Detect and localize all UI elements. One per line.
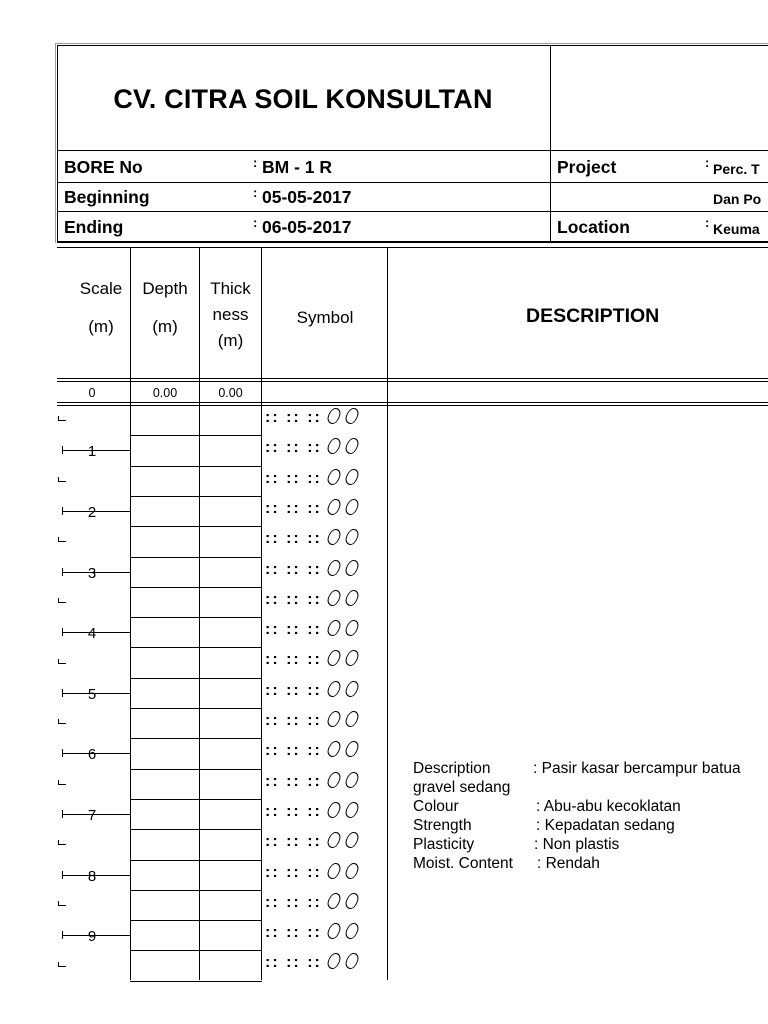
depth-row-line	[130, 587, 262, 588]
scale-label: 7	[87, 807, 97, 824]
sand-dots-icon: :: :: ::	[265, 682, 322, 699]
soil-symbol-row	[265, 953, 389, 983]
info-bottom-line	[57, 241, 768, 243]
header-scale	[70, 276, 132, 340]
scale-tick-minor	[58, 481, 66, 482]
depth-row-line	[130, 647, 262, 648]
gravel-pebble-icon	[344, 620, 360, 636]
header-scale-label: Scale	[79, 279, 123, 298]
scale-tick-mark	[58, 537, 59, 541]
location-label: Location	[557, 217, 630, 237]
sand-dots-icon: :: :: ::	[265, 894, 322, 911]
header-scale-unit: (m)	[88, 317, 114, 336]
depth-row-line	[130, 557, 262, 558]
soil-symbol-row	[265, 893, 389, 923]
colour-line	[413, 798, 681, 816]
soil-symbol-row	[265, 802, 389, 832]
bore-value: BM - 1 R	[262, 157, 332, 177]
depth-row-line	[130, 920, 262, 921]
table-top-line	[57, 247, 768, 248]
sand-dots-icon: :: :: ::	[265, 470, 322, 487]
header-depth-unit: (m)	[152, 317, 178, 336]
gravel-pebble-icon	[344, 650, 360, 666]
soil-symbol-row	[265, 590, 389, 620]
depth-row-line	[130, 496, 262, 497]
moist-label: Moist. Content	[413, 855, 513, 872]
scale-label: 4	[87, 625, 97, 642]
gravel-pebble-icon	[344, 590, 360, 606]
info-top-line	[57, 150, 768, 151]
depth-row-line	[130, 829, 262, 830]
description-line	[413, 760, 741, 778]
sand-dots-icon: :: :: ::	[265, 773, 322, 790]
depth-row-line	[130, 466, 262, 467]
ending-colon: :	[253, 215, 258, 230]
col-line-depth	[130, 247, 131, 980]
depth-row-line	[130, 526, 262, 527]
scale-label: 6	[87, 746, 97, 763]
zero-scale: 0	[88, 386, 96, 400]
header-bottom-line-1	[57, 378, 768, 379]
bore-label: BORE No	[64, 157, 143, 177]
soil-symbol-row	[265, 408, 389, 438]
soil-symbol-row	[265, 832, 389, 862]
scale-tick-mark	[58, 477, 59, 481]
scale-tick-mark	[58, 780, 59, 784]
scale-tick-minor	[58, 784, 66, 785]
soil-symbol-row	[265, 711, 389, 741]
soil-symbol-row	[265, 438, 389, 468]
gravel-pebble-icon	[344, 438, 360, 454]
moist-value: : Rendah	[537, 855, 600, 872]
header-thick-label-2: ness	[212, 305, 249, 324]
colour-value: : Abu-abu kecoklatan	[536, 798, 681, 815]
scale-label: 9	[87, 928, 97, 945]
scale-label: 3	[87, 565, 97, 582]
sand-dots-icon: :: :: ::	[265, 954, 322, 971]
frame-left	[57, 45, 58, 243]
description-line-2: gravel sedang	[413, 779, 511, 796]
strength-value: : Kepadatan sedang	[536, 817, 675, 834]
scale-label: 8	[87, 868, 97, 885]
gravel-pebble-icon	[326, 438, 342, 454]
scale-tick-mark	[58, 659, 59, 663]
zero-row-bottom-2	[57, 405, 768, 406]
soil-symbol-row	[265, 650, 389, 680]
header-thickness	[200, 276, 261, 354]
gravel-pebble-icon	[326, 711, 342, 727]
beginning-value: 05-05-2017	[262, 187, 352, 207]
gravel-pebble-icon	[326, 469, 342, 485]
description-value: : Pasir kasar bercampur batua	[533, 760, 741, 777]
scale-tick-minor	[58, 663, 66, 664]
info-line-3	[57, 211, 768, 212]
gravel-pebble-icon	[326, 741, 342, 757]
gravel-pebble-icon	[344, 893, 360, 909]
scale-tick-minor	[58, 966, 66, 967]
sand-dots-icon: :: :: ::	[265, 924, 322, 941]
gravel-pebble-icon	[344, 499, 360, 515]
gravel-pebble-icon	[326, 863, 342, 879]
description-label: Description	[413, 760, 491, 777]
beginning-colon: :	[253, 185, 258, 200]
scale-tick-mark	[58, 598, 59, 602]
sand-dots-icon: :: :: ::	[265, 530, 322, 547]
sand-dots-icon: :: :: ::	[265, 621, 322, 638]
sand-dots-icon: :: :: ::	[265, 712, 322, 729]
project-colon: :	[705, 155, 710, 170]
gravel-pebble-icon	[326, 408, 342, 424]
col-line-symbol	[261, 247, 262, 980]
soil-symbol-row	[265, 772, 389, 802]
location-value: Keuma	[713, 221, 760, 237]
project-label: Project	[557, 157, 617, 177]
gravel-pebble-icon	[344, 953, 360, 969]
depth-row-line	[130, 678, 262, 679]
gravel-pebble-icon	[326, 650, 342, 666]
gravel-pebble-icon	[326, 832, 342, 848]
soil-symbol-row	[265, 469, 389, 499]
scale-tick-minor	[58, 541, 66, 542]
header-thick-label-1: Thick	[210, 279, 251, 298]
gravel-pebble-icon	[344, 560, 360, 576]
scale-label: 2	[87, 504, 97, 521]
gravel-pebble-icon	[326, 499, 342, 515]
ending-label: Ending	[64, 217, 124, 237]
gravel-pebble-icon	[344, 741, 360, 757]
scale-tick-mark	[58, 962, 59, 966]
scale-tick-minor	[58, 420, 66, 421]
project-value-2: Dan Po	[713, 191, 762, 207]
depth-row-line	[130, 860, 262, 861]
zero-depth: 0.00	[152, 386, 178, 400]
sand-dots-icon: :: :: ::	[265, 803, 322, 820]
frame-left-outer	[55, 43, 56, 243]
sand-dots-icon: :: :: ::	[265, 409, 322, 426]
scale-tick-minor	[58, 844, 66, 845]
gravel-pebble-icon	[344, 863, 360, 879]
beginning-label: Beginning	[64, 187, 150, 207]
frame-top	[57, 45, 768, 46]
header-thick-unit: (m)	[217, 331, 244, 350]
scale-tick-mark	[58, 840, 59, 844]
gravel-pebble-icon	[344, 923, 360, 939]
gravel-pebble-icon	[344, 711, 360, 727]
gravel-pebble-icon	[326, 560, 342, 576]
company-title: CV. CITRA SOIL KONSULTAN	[113, 84, 493, 114]
frame-top-outer	[55, 43, 768, 44]
gravel-pebble-icon	[344, 772, 360, 788]
gravel-pebble-icon	[326, 772, 342, 788]
bore-colon: :	[253, 155, 258, 170]
sand-dots-icon: :: :: ::	[265, 651, 322, 668]
plasticity-line	[413, 836, 620, 854]
scale-tick-minor	[58, 905, 66, 906]
gravel-pebble-icon	[326, 590, 342, 606]
gravel-pebble-icon	[326, 529, 342, 545]
scale-tick-mark	[58, 719, 59, 723]
gravel-pebble-icon	[326, 893, 342, 909]
gravel-pebble-icon	[344, 408, 360, 424]
colour-label: Colour	[413, 798, 459, 815]
soil-symbol-row	[265, 499, 389, 529]
depth-row-line	[130, 950, 262, 951]
gravel-pebble-icon	[344, 832, 360, 848]
soil-symbol-row	[265, 560, 389, 590]
soil-symbol-row	[265, 923, 389, 953]
scale-tick-minor	[58, 602, 66, 603]
header-depth-label: Depth	[142, 279, 188, 298]
sand-dots-icon: :: :: ::	[265, 591, 322, 608]
gravel-pebble-icon	[326, 802, 342, 818]
soil-symbol-row	[265, 741, 389, 771]
strength-label: Strength	[413, 817, 472, 834]
gravel-pebble-icon	[326, 681, 342, 697]
sand-dots-icon: :: :: ::	[265, 439, 322, 456]
scale-label: 5	[87, 686, 97, 703]
depth-row-line	[130, 981, 262, 982]
col-line-thickness	[199, 247, 200, 980]
sand-dots-icon: :: :: ::	[265, 742, 322, 759]
depth-row-line	[130, 435, 262, 436]
scale-tick-mark	[58, 901, 59, 905]
gravel-pebble-icon	[326, 620, 342, 636]
moist-line	[413, 855, 600, 873]
info-line-2	[57, 182, 768, 183]
sand-dots-icon: :: :: ::	[265, 500, 322, 517]
sand-dots-icon: :: :: ::	[265, 561, 322, 578]
soil-symbol-row	[265, 620, 389, 650]
zero-row-bottom-1	[57, 402, 768, 403]
soil-symbol-row	[265, 681, 389, 711]
strength-line	[413, 817, 675, 835]
gravel-pebble-icon	[344, 802, 360, 818]
depth-row-line	[130, 617, 262, 618]
depth-row-line	[130, 799, 262, 800]
location-colon: :	[705, 215, 710, 230]
scale-tick-minor	[58, 723, 66, 724]
scale-tick-mark	[58, 416, 59, 420]
soil-symbol-row	[265, 863, 389, 893]
sand-dots-icon: :: :: ::	[265, 864, 322, 881]
plasticity-value: : Non plastis	[534, 836, 620, 853]
header-bottom-line-2	[57, 381, 768, 382]
ending-value: 06-05-2017	[262, 217, 352, 237]
plasticity-label: Plasticity	[413, 836, 475, 853]
zero-thickness: 0.00	[218, 386, 243, 400]
header-description: DESCRIPTION	[526, 305, 660, 327]
gravel-pebble-icon	[326, 953, 342, 969]
gravel-pebble-icon	[344, 529, 360, 545]
soil-symbol-row	[265, 529, 389, 559]
depth-row-line	[130, 769, 262, 770]
gravel-pebble-icon	[326, 923, 342, 939]
scale-label: 1	[87, 443, 97, 460]
gravel-pebble-icon	[344, 469, 360, 485]
depth-row-line	[130, 708, 262, 709]
depth-row-line	[130, 738, 262, 739]
sand-dots-icon: :: :: ::	[265, 833, 322, 850]
header-symbol: Symbol	[296, 308, 354, 327]
gravel-pebble-icon	[344, 681, 360, 697]
header-depth	[131, 276, 199, 340]
depth-row-line	[130, 890, 262, 891]
project-value-1: Perc. T	[713, 161, 760, 177]
